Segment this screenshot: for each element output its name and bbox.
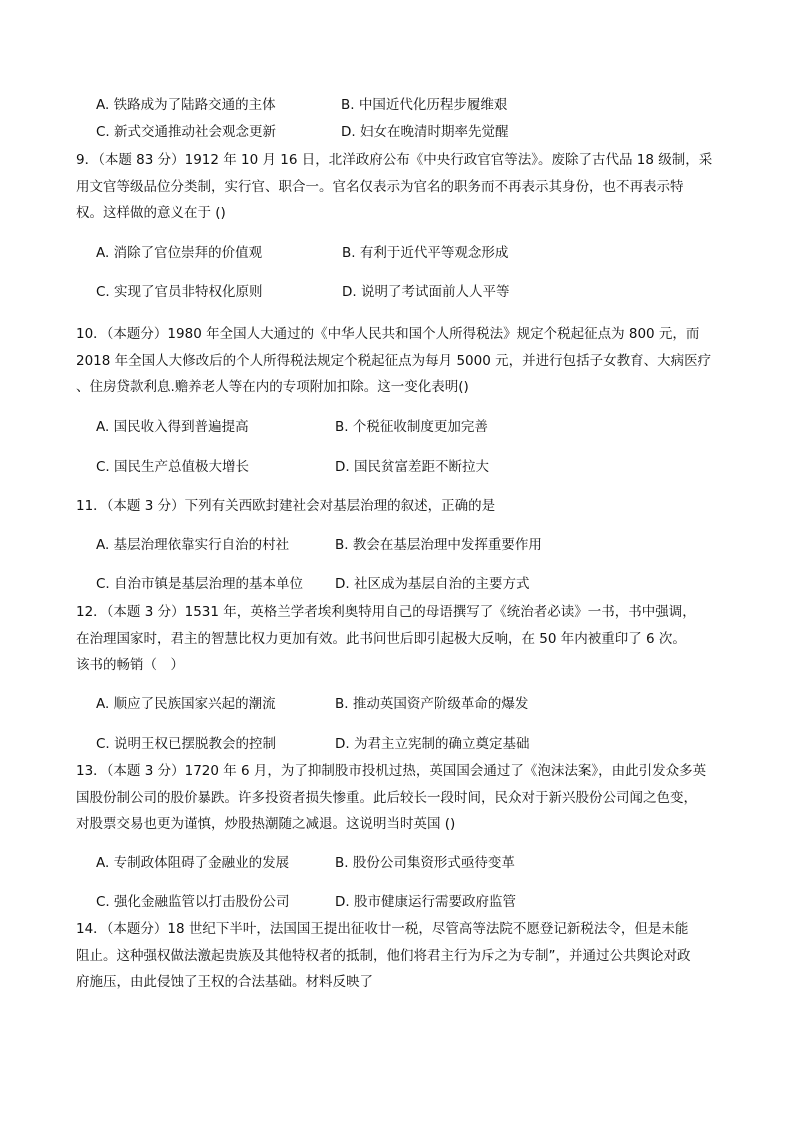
q9-stem-line-2: 用文官等级品位分类制，实行官、职合一。官名仅表示为官名的职务而不再表示其身份，也不再表示特 (76, 179, 684, 195)
q11-stem-line-1: 11．（本题 3 分）下列有关西欧封建社会对基层治理的叙述，正确的是 (76, 498, 496, 514)
q14-stem-line-3: 府施压，由此侵蚀了王权的合法基础。材料反映了 (76, 974, 373, 990)
q10-stem-line-3: 、住房贷款利息.赡养老人等在内的专项附加扣除。这一变化表明() (76, 379, 469, 395)
q9-option-a: A. 消除了官位崇拜的价值观 (96, 245, 263, 261)
q9-option-c: C. 实现了官员非特权化原则 (96, 284, 263, 300)
q12-stem-line-1: 12．（本题 3 分）1531 年，英格兰学者埃利奥特用自己的母语撰写了《统治者必读》一书，书中强调， (76, 604, 696, 620)
q12-stem-line-3: 该书的畅销（ ） (76, 657, 184, 673)
q13-stem-line-3: 对股票交易也更为谨慎，炒股热潮随之减退。这说明当时英国 () (76, 816, 456, 832)
q10-stem-line-2: 2018 年全国人大修改后的个人所得税法规定个税起征点为每月 5000 元，并进行包括子女教育、大病医疗 (76, 353, 712, 369)
q12-option-b: B. 推动英国资产阶级革命的爆发 (335, 696, 529, 712)
q13-option-b: B. 股份公司集资形式亟待变革 (335, 855, 515, 871)
q11-option-a: A. 基层治理依靠实行自治的村社 (96, 537, 290, 553)
q9-option-b: B. 有利于近代平等观念形成 (342, 245, 509, 261)
q13-option-c: C. 强化金融监管以打击股份公司 (96, 894, 290, 910)
q13-option-a: A. 专制政体阻碍了金融业的发展 (96, 855, 290, 871)
q11-option-b: B. 教会在基层治理中发挥重要作用 (335, 537, 542, 553)
q10-stem-line-1: 10．（本题分）1980 年全国人大通过的《中华人民共和国个人所得税法》规定个税起征点为 800 元，而 (76, 326, 700, 342)
q9-stem-line-1: 9．（本题 83 分）1912 年 10 月 16 日，北洋政府公布《中央行政官官等法》。废除了古代品 18 级制，采 (76, 152, 713, 168)
q11-option-c: C. 自治市镇是基层治理的基本单位 (96, 576, 304, 592)
q13-option-d: D. 股市健康运行需要政府监管 (335, 894, 516, 910)
q12-option-d: D. 为君主立宪制的确立奠定基础 (335, 736, 530, 752)
q13-stem-line-2: 国股份制公司的股价暴跌。许多投资者损失惨重。此后较长一段时间，民众对于新兴股份公司闻之色变， (76, 790, 697, 806)
q10-option-c: C. 国民生产总值极大增长 (96, 459, 250, 475)
q9-stem-line-3: 权。这样做的意义在于 () (76, 205, 226, 221)
q12-option-a: A. 顺应了民族国家兴起的潮流 (96, 696, 276, 712)
q10-option-a: A. 国民收入得到普遍提高 (96, 419, 249, 435)
q11-option-d: D. 社区成为基层自治的主要方式 (335, 576, 530, 592)
q12-stem-line-2: 在治理国家时，君主的智慧比权力更加有效。此书问世后即引起极大反响，在 50 年内被重印了 6 次。 (76, 631, 686, 647)
q13-stem-line-1: 13．（本题 3 分）1720 年 6 月，为了抑制股市投机过热，英国国会通过了《泡沫法案》，由此引发众多英 (76, 763, 707, 779)
q8-option-b: B. 中国近代化历程步履维艰 (341, 97, 508, 113)
q9-option-d: D. 说明了考试面前人人平等 (342, 284, 510, 300)
q10-option-b: B. 个税征收制度更加完善 (335, 419, 488, 435)
q8-option-a: A. 铁路成为了陆路交通的主体 (96, 97, 276, 113)
q8-option-d: D. 妇女在晚清时期率先觉醒 (341, 124, 509, 140)
q14-stem-line-1: 14．（本题分）18 世纪下半叶，法国国王提出征收廿一税，尽管高等法院不愿登记新税法令，但是未能 (76, 921, 689, 937)
q8-option-c: C. 新式交通推动社会观念更新 (96, 124, 277, 140)
q12-option-c: C. 说明王权已摆脱教会的控制 (96, 736, 277, 752)
q14-stem-line-2: 阻止。这种强权做法激起贵族及其他特权者的抵制，他们将君主行为斥之为专制”，并通过公共舆论对政 (76, 948, 691, 964)
q10-option-d: D. 国民贫富差距不断拉大 (335, 459, 489, 475)
